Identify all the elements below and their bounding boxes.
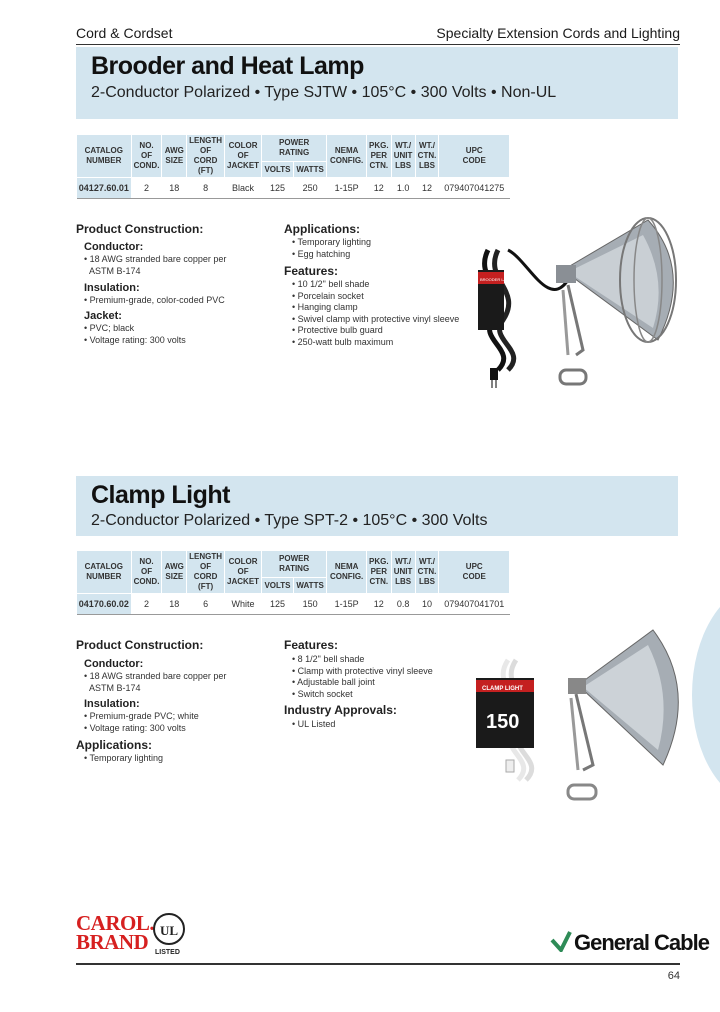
list-item: • Egg hatching [292,249,371,261]
th-power: POWER RATING [262,135,327,162]
list-item: • Premium-grade, color-coded PVC [84,295,225,307]
th-color: COLOR OF JACKET [225,135,262,178]
package2-number: 150 [486,711,520,733]
p2-approvals-heading: Industry Approvals: [284,703,397,717]
svg-text:UL: UL [160,923,179,938]
th-watts: WATTS [293,578,326,594]
list-item: • UL Listed [292,719,335,731]
th-nema: NEMA CONFIG. [327,551,367,594]
list-item: • Hanging clamp [292,302,459,314]
cell-upc: 079407041275 [439,178,510,199]
list-item: • Swivel clamp with protective vinyl sleeve [292,314,459,326]
list-item: • Premium-grade PVC; white [84,711,199,723]
list-item: • Switch socket [292,689,433,701]
th-awg: AWG SIZE [162,135,187,178]
product1-spec-table [76,134,510,199]
cell-volts: 125 [262,594,294,615]
table-row [77,178,510,199]
th-wtctn: WT./ CTN. LBS [415,551,439,594]
th-upc: UPC CODE [439,135,510,178]
p1-jacket-label: Jacket: [84,310,122,322]
list-item: • Temporary lighting [84,753,163,765]
product2-title-band [76,476,678,536]
th-upc: UPC CODE [439,551,510,594]
cell-watts: 150 [293,594,326,615]
cell-length: 8 [187,178,225,199]
th-volts: VOLTS [262,162,294,178]
p2-conductor-text: • 18 AWG stranded bare copper per ASTM B-174 [84,671,227,693]
cell-catalog: 04170.60.02 [77,594,132,615]
p2-applications-heading: Applications: [76,738,153,752]
cell-awg: 18 [162,178,187,199]
th-pkg: PKG. PER CTN. [366,135,391,178]
list-item: • Voltage rating: 300 volts [84,335,186,347]
cell-cond: 2 [131,594,162,615]
svg-text:LISTED: LISTED [155,949,180,956]
p2-insulation-list [84,711,199,734]
product2-spec-table [76,550,510,615]
table-row [77,594,510,615]
cell-catalog: 04127.60.01 [77,178,132,199]
th-catalog: CATALOG NUMBER [77,135,132,178]
p2-approvals-list [292,719,335,731]
list-item: • Porcelain socket [292,291,459,303]
th-awg: AWG SIZE [162,551,187,594]
cell-wtctn: 10 [415,594,439,615]
p1-construction-heading: Product Construction: [76,222,204,236]
p1-conductor-label: Conductor: [84,241,144,253]
th-nema: NEMA CONFIG. [327,135,367,178]
product1-subtitle: 2-Conductor Polarized • Type SJTW • 105°C • 300 Volts • Non-UL [91,84,557,101]
p2-applications-list [84,753,163,765]
p1-features-list [292,279,459,348]
footer-divider [76,963,680,965]
general-cable-logo-text: General Cable [574,930,709,955]
cell-pkg: 12 [366,178,391,199]
list-item: • Protective bulb guard [292,325,459,337]
package1-label: BROODER LAMP [480,277,513,282]
p1-features-heading: Features: [284,264,339,278]
cell-length: 6 [187,594,225,615]
th-cond: NO. OF COND. [131,135,162,178]
ul-listed-icon [152,912,186,956]
th-length: LENGTH OF CORD (FT) [187,551,225,594]
cell-color: Black [225,178,262,199]
header-divider [76,44,680,45]
list-item: • 8 1/2" bell shade [292,654,433,666]
th-catalog: CATALOG NUMBER [77,551,132,594]
th-wtunit: WT./ UNIT LBS [391,135,415,178]
p1-insulation-list [84,295,225,307]
cell-awg: 18 [162,594,187,615]
th-color: COLOR OF JACKET [225,551,262,594]
general-cable-icon [550,928,572,952]
list-item: • 250-watt bulb maximum [292,337,459,349]
decorative-arc [692,585,720,805]
header-left: Cord & Cordset [76,25,173,41]
cell-volts: 125 [262,178,294,199]
product2-title: Clamp Light [91,481,230,509]
clamp-light-illustration [468,620,693,815]
list-item: • Temporary lighting [292,237,371,249]
package2-label: CLAMP LIGHT [482,686,523,692]
p2-conductor-label: Conductor: [84,658,144,670]
p2-features-heading: Features: [284,638,339,652]
p1-insulation-label: Insulation: [84,282,140,294]
list-item: • 10 1/2" bell shade [292,279,459,291]
th-watts: WATTS [293,162,326,178]
list-item: • Clamp with protective vinyl sleeve [292,666,433,678]
th-wtctn: WT./ CTN. LBS [415,135,439,178]
cell-watts: 250 [293,178,326,199]
th-length: LENGTH OF CORD (FT) [187,135,225,178]
th-volts: VOLTS [262,578,294,594]
list-item: • Voltage rating: 300 volts [84,723,199,735]
product2-subtitle: 2-Conductor Polarized • Type SPT-2 • 105°C • 300 Volts [91,512,488,529]
p1-conductor-text: • 18 AWG stranded bare copper per ASTM B-174 [84,254,227,276]
carol-brand-logo: CAROL. BRAND [76,911,155,954]
th-cond: NO. OF COND. [131,551,162,594]
cell-wtctn: 12 [415,178,439,199]
th-pkg: PKG. PER CTN. [366,551,391,594]
cell-upc: 079407041701 [439,594,510,615]
cell-color: White [225,594,262,615]
product1-title: Brooder and Heat Lamp [91,52,364,80]
cell-cond: 2 [131,178,162,199]
brooder-lamp-illustration [468,210,698,395]
p1-applications-list [292,237,371,260]
th-power: POWER RATING [262,551,327,578]
product1-title-band [76,47,678,119]
th-wtunit: WT./ UNIT LBS [391,551,415,594]
list-item: • PVC; black [84,323,186,335]
cell-nema: 1-15P [327,178,367,199]
cell-pkg: 12 [366,594,391,615]
p2-construction-heading: Product Construction: [76,638,204,652]
cell-wtunit: 1.0 [391,178,415,199]
p2-features-list [292,654,433,700]
cell-nema: 1-15P [327,594,367,615]
page-number: 64 [667,970,680,982]
p1-applications-heading: Applications: [284,222,361,236]
list-item: • Adjustable ball joint [292,677,433,689]
cell-wtunit: 0.8 [391,594,415,615]
header-right: Specialty Extension Cords and Lighting [436,25,680,41]
p2-insulation-label: Insulation: [84,698,140,710]
p1-jacket-list [84,323,186,346]
